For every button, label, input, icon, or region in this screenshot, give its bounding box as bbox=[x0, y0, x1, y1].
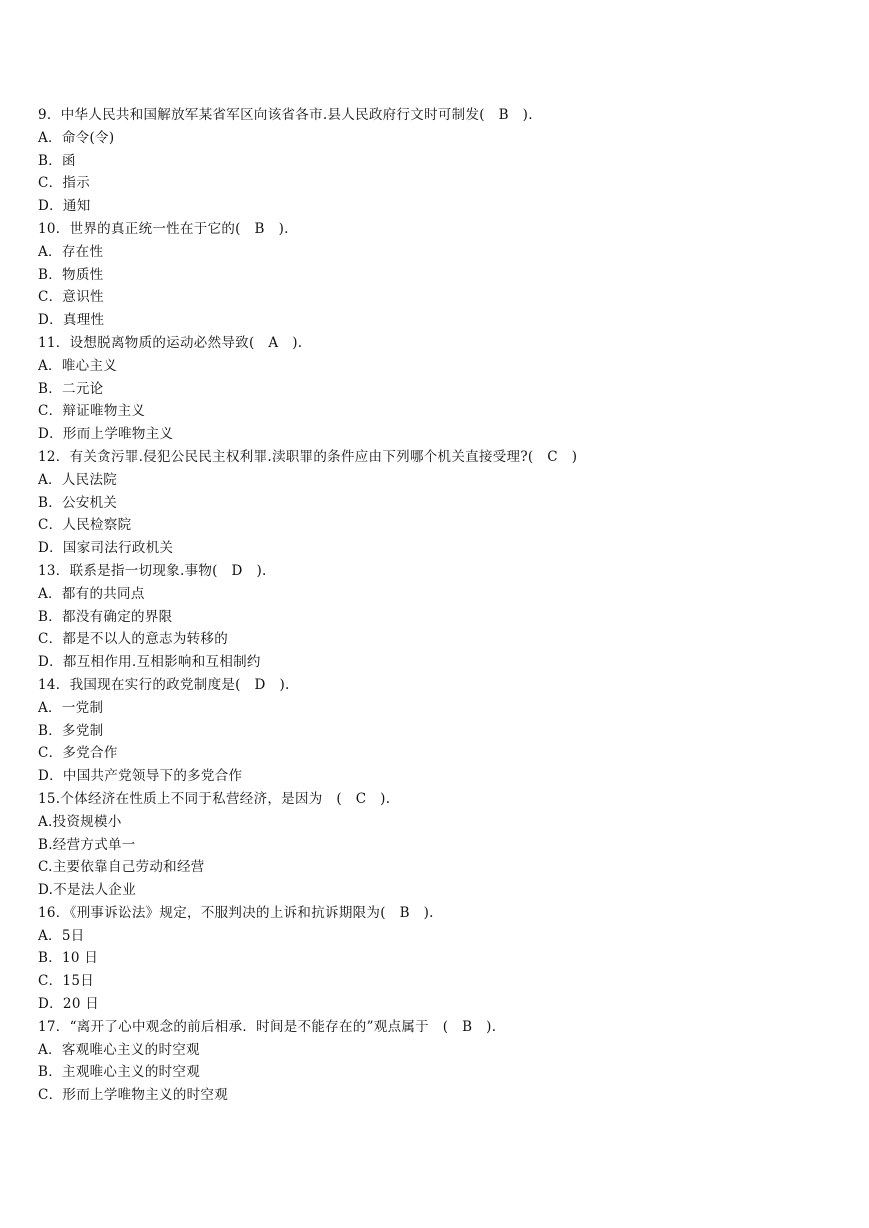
option-16b: B．10 日 bbox=[38, 950, 99, 967]
option-17c: C．形而上学唯物主义的时空观 bbox=[38, 1087, 229, 1104]
option-14c: C．多党合作 bbox=[38, 745, 118, 762]
question-9: 9．中华人民共和国解放军某省军区向该省各市.县人民政府行文时可制发( B ). bbox=[38, 107, 533, 123]
question-12: 12．有关贪污罪.侵犯公民民主权利罪.渎职罪的条件应由下列哪个机关直接受理?( C ) bbox=[38, 448, 578, 465]
question-16: 16．《刑事诉讼法》规定，不服判决的上诉和抗诉期限为( B ). bbox=[38, 904, 434, 921]
question-10: 10．世界的真正统一性在于它的( B ). bbox=[38, 220, 289, 237]
option-13a: A．都有的共同点 bbox=[38, 585, 145, 602]
question-13: 13．联系是指一切现象.事物( D ). bbox=[38, 562, 267, 579]
option-12d: D．国家司法行政机关 bbox=[38, 540, 174, 557]
option-15d: D.不是法人企业 bbox=[38, 882, 137, 899]
option-14d: D．中国共产党领导下的多党合作 bbox=[38, 768, 243, 785]
option-12a: A．人民法院 bbox=[38, 471, 118, 488]
option-13b: B．都没有确定的界限 bbox=[38, 608, 173, 625]
question-11: 11．设想脱离物质的运动必然导致( A ). bbox=[38, 334, 303, 351]
option-10a: A．存在性 bbox=[38, 243, 104, 260]
option-9c: C．指示 bbox=[38, 175, 91, 192]
question-14: 14．我国现在实行的政党制度是( D ). bbox=[38, 676, 290, 693]
option-14a: A．一党制 bbox=[38, 699, 104, 716]
option-16a: A．5日 bbox=[38, 927, 85, 944]
option-9a: A．命令(令) bbox=[38, 129, 115, 146]
option-9b: B．函 bbox=[38, 152, 76, 169]
option-12b: B．公安机关 bbox=[38, 494, 118, 511]
option-15a: A.投资规模小 bbox=[38, 813, 122, 830]
option-11d: D．形而上学唯物主义 bbox=[38, 426, 174, 443]
option-17b: B．主观唯心主义的时空观 bbox=[38, 1064, 201, 1081]
option-11a: A．唯心主义 bbox=[38, 357, 118, 374]
option-13c: C．都是不以人的意志为转移的 bbox=[38, 631, 229, 648]
question-17: 17．“离开了心中观念的前后相承．时间是不能存在的”观点属于 ( B ). bbox=[38, 1018, 497, 1035]
question-15: 15.个体经济在性质上不同于私营经济，是因为 ( C ). bbox=[38, 790, 391, 807]
option-16d: D．20 日 bbox=[38, 996, 100, 1013]
option-15c: C.主要依靠自己劳动和经营 bbox=[38, 859, 205, 876]
option-11c: C．辩证唯物主义 bbox=[38, 403, 146, 420]
option-12c: C．人民检察院 bbox=[38, 517, 132, 534]
option-17a: A．客观唯心主义的时空观 bbox=[38, 1041, 200, 1058]
option-10b: B．物质性 bbox=[38, 266, 104, 283]
option-10c: C．意识性 bbox=[38, 289, 104, 306]
option-14b: B．多党制 bbox=[38, 722, 104, 739]
document-page bbox=[38, 104, 838, 1107]
option-10d: D．真理性 bbox=[38, 312, 105, 329]
option-9d: D．通知 bbox=[38, 198, 91, 215]
option-13d: D．都互相作用.互相影响和互相制约 bbox=[38, 654, 261, 671]
option-16c: C．15日 bbox=[38, 973, 95, 990]
option-15b: B.经营方式单一 bbox=[38, 836, 136, 853]
option-11b: B．二元论 bbox=[38, 380, 104, 397]
